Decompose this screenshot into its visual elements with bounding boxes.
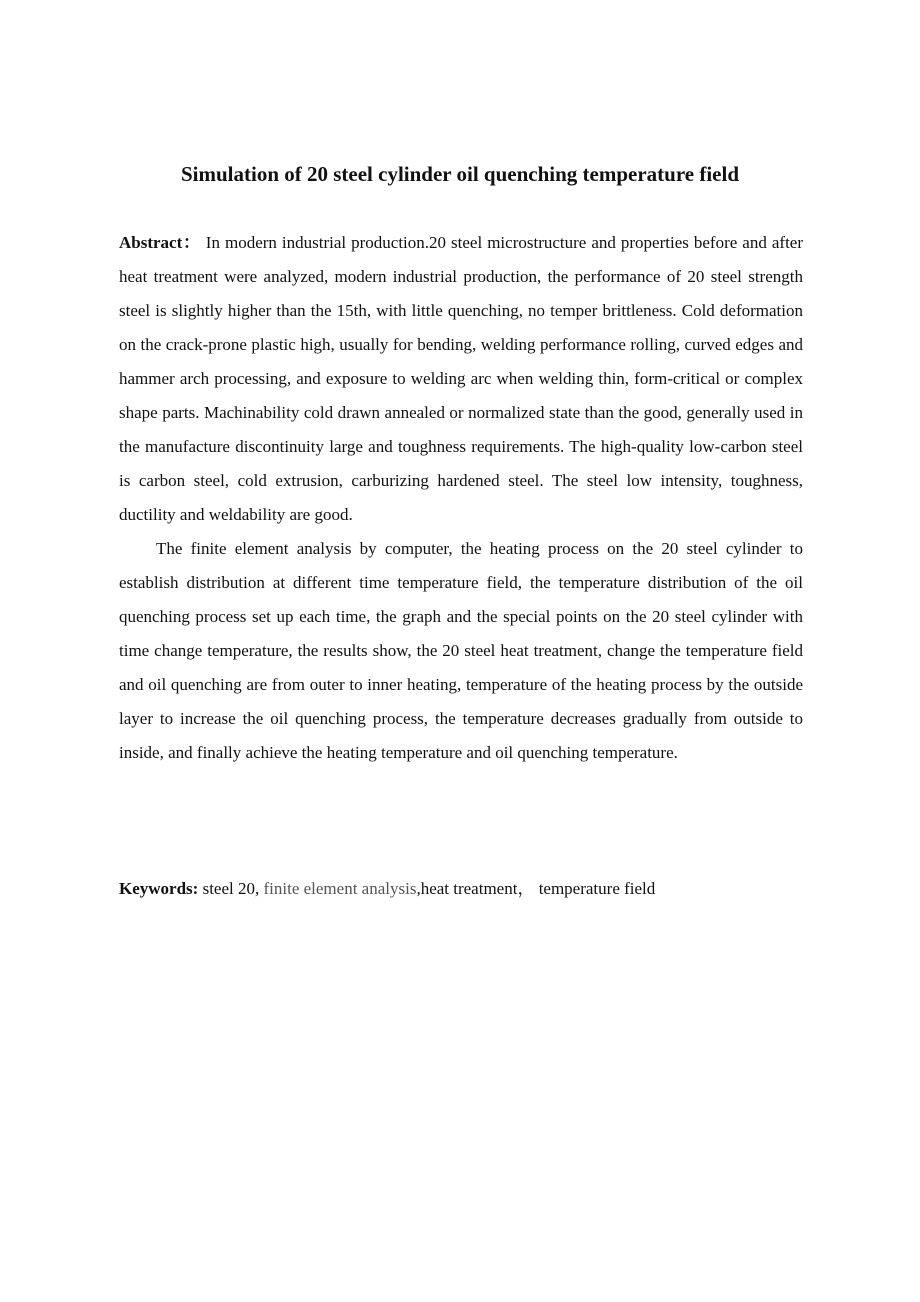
keyword-3: ,heat treatment， temperature field [416, 879, 656, 898]
abstract-paragraph-1 [119, 226, 803, 532]
keywords-label: Keywords: [119, 879, 199, 898]
keyword-1: steel 20, [198, 879, 264, 898]
abstract-label: Abstract： [119, 233, 201, 252]
abstract-text-1: In modern industrial production.20 steel microstructure and properties before and after heat treatment were analyzed, modern industrial production, the performance of 20 steel strength steel is slightly higher than the 15th, with little quenching, no temper brittleness. Cold deformation on the crack-prone plastic high, usually for bending, welding performance rolling, curved edges and hammer arch processing, and exposure to welding arc when welding thin, form-critical or complex shape parts. Machinability cold drawn annealed or normalized state than the good, generally used in the manufacture discontinuity large and toughness requirements. The high-quality low-carbon steel is carbon steel, cold extrusion, carburizing hardened steel. The steel low intensity, toughness, ductility and weldability are good. [119, 233, 803, 524]
paper-title: Simulation of 20 steel cylinder oil quenching temperature field [180, 162, 740, 186]
abstract-section [119, 226, 803, 770]
keywords-line [119, 872, 803, 906]
abstract-paragraph-2: The finite element analysis by computer, the heating process on the 20 steel cylinder to establish distribution at different time temperature field, the temperature distribution of the oil quenching process set up each time, the graph and the special points on the 20 steel cylinder with time change temperature, the results show, the 20 steel heat treatment, change the temperature field and oil quenching are from outer to inner heating, temperature of the heating process by the outside layer to increase the oil quenching process, the temperature decreases gradually from outside to inside, and finally achieve the heating temperature and oil quenching temperature. [119, 539, 803, 762]
keyword-2: finite element analysis [263, 879, 417, 898]
